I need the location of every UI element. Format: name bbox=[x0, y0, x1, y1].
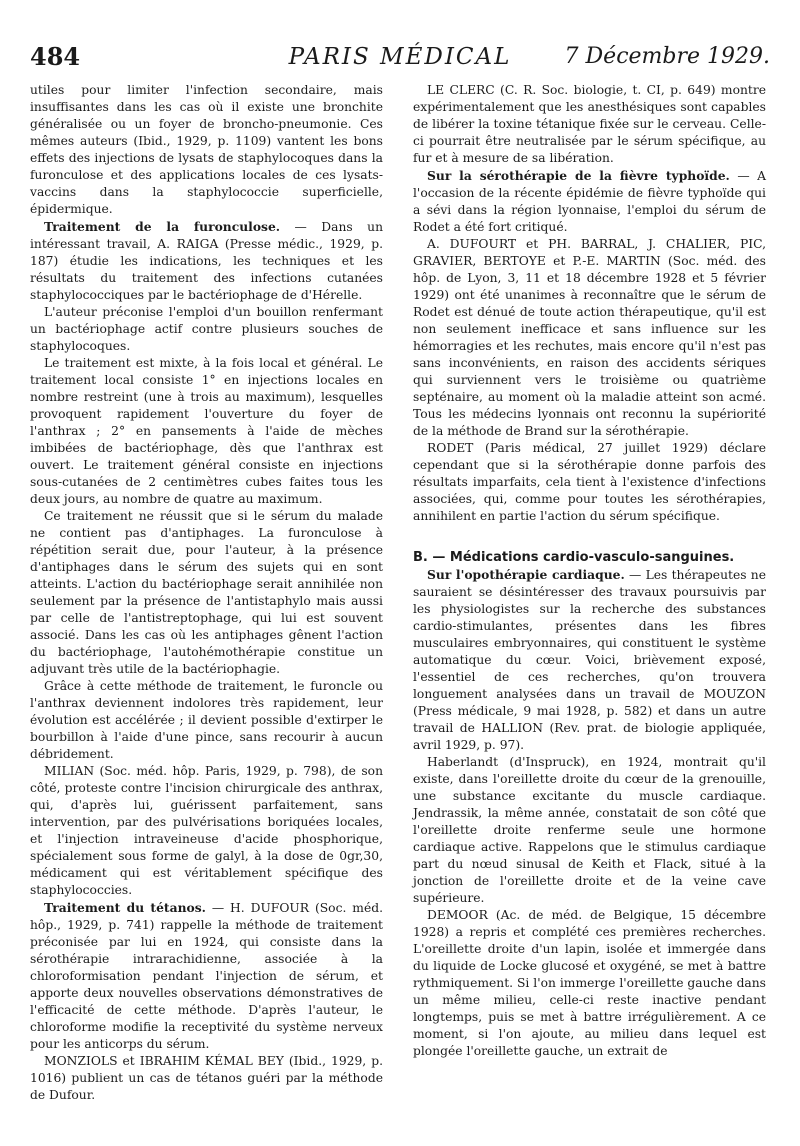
section-heading-tetanos: Traitement du tétanos. bbox=[44, 900, 206, 915]
right-column bbox=[413, 82, 766, 1060]
paragraph-opotherapie bbox=[413, 566, 766, 754]
paragraph-text: — Les thérapeutes ne sauraient se désintéresser des travaux poursuivis par les physiologistes sur la recherche des substances cardio-stimulantes, présentes dans les fibres musculaires embryonnaires, qui constituent le système automatique du cœur. Voici, brièvement exposé, l'essentiel de ces recherches, qu'on trouvera longuement analysées dans un travail de MOUZON (Press médicale, 9 mai 1928, p. 582) et dans un autre travail de HALLION (Rev. prat. de biologie appliquée, avril 1929, p. 97). bbox=[413, 568, 766, 752]
left-column bbox=[30, 82, 383, 1104]
section-heading-opotherapie: Sur l'opothérapie cardiaque. bbox=[427, 567, 625, 582]
page-header bbox=[30, 40, 770, 80]
paragraph: MILIAN (Soc. méd. hôp. Paris, 1929, p. 798), de son côté, proteste contre l'incision chirurgicale des anthrax, qui, d'après lui, guérissent parfaitement, sans intervention, par des pulvérisations boriquées locales, et l'injection intraveineuse d'acide phosphorique, spécialement sous forme de galyl, à la dose de 0gr,30, médicament qui est véritablement spécifique des staphylococcies. bbox=[30, 764, 383, 897]
section-heading-b: B. — Médications cardio-vasculo-sanguines. bbox=[413, 550, 735, 565]
paragraph: Grâce à cette méthode de traitement, le furoncle ou l'anthrax deviennent indolores très rapidement, leur évolution est accélérée ; il devient possible d'extirper le bourbillon à l'aide d'une pince, sans recourir à aucun débridement. bbox=[30, 679, 383, 761]
paragraph: RODET (Paris médical, 27 juillet 1929) déclare cependant que si la sérothérapie donne parfois des résultats imparfaits, cela tient à l'existence d'infections associées, qui, comme pour toutes les sérothérapies, annihilent en partie l'action du sérum spécifique. bbox=[413, 441, 766, 523]
paragraph: Haberlandt (d'Inspruck), en 1924, montrait qu'il existe, dans l'oreillette droite du cœur de la grenouille, une substance excitante du muscle cardiaque. Jendrassik, la même année, constatait de son côté que l'oreillette droite renferme seule une hormone cardiaque active. Rappelons que le stimulus cardiaque part du nœud sinusal de Keith et Flack, situé à la jonction de l'oreillette droite et de la veine cave supérieure. bbox=[413, 755, 766, 905]
journal-title: PARIS MÉDICAL bbox=[288, 44, 512, 70]
section-heading-typhoide: Sur la sérothérapie de la fièvre typhoïde. bbox=[427, 168, 730, 183]
paragraph: MONZIOLS et IBRAHIM KÉMAL BEY (Ibid., 1929, p. 1016) publient un cas de tétanos guéri par la méthode de Dufour. bbox=[30, 1054, 383, 1102]
paragraph-typhoide bbox=[413, 167, 766, 236]
issue-date: 7 Décembre 1929. bbox=[564, 44, 770, 69]
paragraph-text: — H. DUFOUR (Soc. méd. hôp., 1929, p. 741) rappelle la méthode de traitement préconisée par lui en 1924, qui consiste dans la sérothérapie intrarachidienne, associée à la chloroformisation pendant l'injection de sérum, et apporte deux nouvelles observations démonstratives de l'efficacité de cette méthode. D'après l'auteur, le chloroforme modifie la receptivité du système nerveux pour les anticorps du sérum. bbox=[30, 901, 383, 1051]
paragraph: Le traitement est mixte, à la fois local et général. Le traitement local consiste 1° en injections locales en nombre restreint (une à trois au maximum), lesquelles provoquent rapidement l'ouverture du foyer de l'anthrax ; 2° en pansements à l'aide de mèches imbibées de bactériophage, dès que l'anthrax est ouvert. Le traitement général consiste en injections sous-cutanées de 2 centimètres cubes faites tous les deux jours, au nombre de quatre au maximum. bbox=[30, 356, 383, 506]
paragraph: DEMOOR (Ac. de méd. de Belgique, 15 décembre 1928) a repris et complété ces premières recherches. L'oreillette droite d'un lapin, isolée et immergée dans du liquide de Locke glucosé et oxygéné, se met à battre rythmiquement. Si l'on immerge l'oreillette gauche dans un même milieu, celle-ci reste inactive pendant longtemps, puis se met à battre irrégulièrement. A ce moment, si l'on ajoute, au milieu dans lequel est plongée l'oreillette gauche, un extrait de bbox=[413, 908, 766, 1058]
paragraph: A. DUFOURT et PH. BARRAL, J. CHALIER, PIC, GRAVIER, BERTOYE et P.-E. MARTIN (Soc. méd. des hôp. de Lyon, 3, 11 et 18 décembre 1928 et 5 février 1929) ont été unanimes à reconnaître que le sérum de Rodet est dénué de toute action thérapeutique, qu'il est non seulement inefficace et sans influence sur les hémorragies et les rechutes, mais encore qu'il n'est pas sans inconvénients, en raison des accidents sériques qui surviennent vers le troisième ou quatrième septénaire, au moment où la maladie atteint son acmé. Tous les médecins lyonnais ont reconnu la supériorité de la méthode de Brand sur la sérothérapie. bbox=[413, 237, 766, 438]
paragraph-furonculose bbox=[30, 218, 383, 304]
paragraph: utiles pour limiter l'infection secondaire, mais insuffisantes dans les cas où il existe une bronchite généralisée ou un foyer de broncho-pneumonie. Ces mêmes auteurs (Ibid., 1929, p. 1109) vantent les bons effets des injections de lysats de staphylocoques dans la furonculose et des applications locales de ces lysats-vaccins dans la staphylococcie superficielle, épidermique. bbox=[30, 83, 383, 216]
paragraph-tetanos bbox=[30, 899, 383, 1053]
paragraph: LE CLERC (C. R. Soc. biologie, t. CI, p. 649) montre expérimentalement que les anesthésiques sont capables de libérer la toxine tétanique fixée sur le cerveau. Celle-ci pourrait être neutralisée par le sérum spécifique, au fur et à mesure de sa libération. bbox=[413, 83, 766, 165]
paragraph: Ce traitement ne réussit que si le sérum du malade ne contient pas d'antiphages. La furonculose à répétition serait due, pour l'auteur, à la présence d'antiphages dans le sérum des sujets qui en sont atteints. L'action du bactériophage serait annihilée non seulement par la présence de l'antistaphylo mais aussi par celle de l'antistreptophage, qui lui est souvent associé. Dans les cas où les antiphages gênent l'action du bactériophage, l'autohémothérapie constitue un adjuvant très utile de la bactériophagie. bbox=[30, 509, 383, 676]
paragraph-text: — A l'occasion de la récente épidémie de fièvre typhoïde qui a sévi dans la région lyonnaise, l'emploi du sérum de Rodet a été fort critiqué. bbox=[413, 169, 766, 234]
spacer bbox=[413, 525, 766, 549]
section-heading-furonculose: Traitement de la furonculose. bbox=[44, 219, 281, 234]
page-number: 484 bbox=[30, 42, 81, 71]
paragraph: L'auteur préconise l'emploi d'un bouillon renfermant un bactériophage actif contre plusieurs souches de staphylocoques. bbox=[30, 305, 383, 353]
paragraph-text: — Dans un intéressant travail, A. RAIGA (Presse médic., 1929, p. 187) étudie les indications, les techniques et les résultats du traitement des infections cutanées staphylococciques par le bactériophage de d'Hérelle. bbox=[30, 220, 383, 302]
